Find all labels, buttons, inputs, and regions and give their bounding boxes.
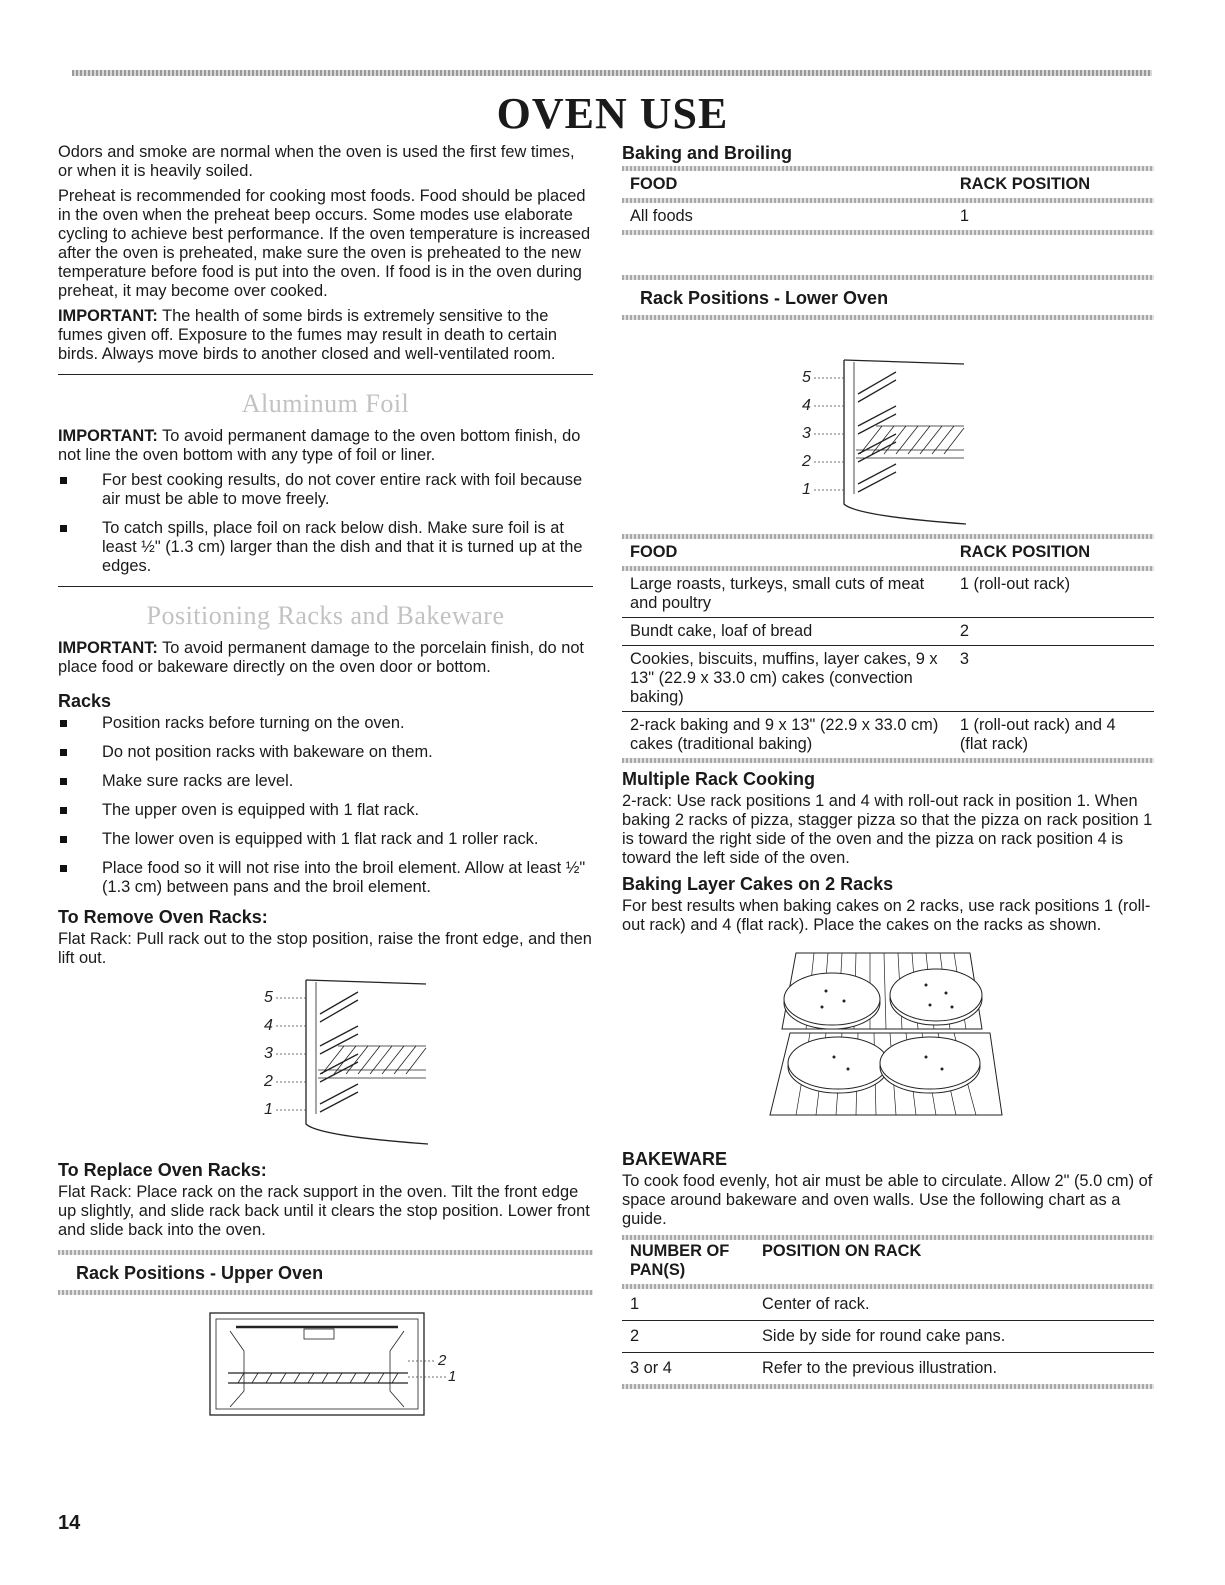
porcelain-warning: IMPORTANT: To avoid permanent damage to the porcelain finish, do not place food or bakeware directly on the oven door or bottom. — [58, 639, 584, 676]
lower-oven-rack-illustration — [796, 354, 996, 526]
table-row — [622, 203, 1154, 230]
table-cell: 1 (roll-out rack) and 4 (flat rack) — [959, 716, 1116, 753]
page-title: OVEN USE — [496, 89, 729, 138]
rack-number-label: 5 — [802, 369, 811, 386]
hatch-rule — [622, 758, 1154, 763]
table-row — [622, 646, 1154, 712]
table-header-row — [622, 1240, 1154, 1284]
hatch-rule — [58, 1290, 593, 1295]
table-header: FOOD — [630, 175, 678, 193]
table-cell: Cookies, biscuits, muffins, layer cakes, 9 x 13" (22.9 x 33.0 cm) cakes (convection baking) — [622, 646, 952, 712]
bakeware-text: To cook food evenly, hot air must be able to circulate. Allow 2" (5.0 cm) of space around bakeware and oven walls. Use the following chart as a guide. — [622, 1172, 1153, 1228]
list-item: To catch spills, place foil on rack below dish. Make sure foil is at least ½" (1.3 cm) larger than the dish and that it is turned up at the edges. — [58, 519, 593, 576]
table-header: RACK POSITION — [959, 543, 1091, 561]
bakeware-heading: BAKEWARE — [622, 1149, 728, 1169]
foil-list — [58, 471, 593, 576]
list-item: Place food so it will not rise into the broil element. Allow at least ½" (1.3 cm) between pans and the broil element. — [58, 859, 593, 897]
table-row — [622, 1321, 1154, 1353]
list-item: Position racks before turning on the oven. — [58, 714, 593, 733]
rack-number-label: 1 — [264, 1101, 273, 1118]
table-row — [622, 1289, 1154, 1321]
racks-list — [58, 714, 593, 897]
left-column — [58, 143, 593, 1419]
rack-number-label: 2 — [438, 1352, 447, 1369]
rack-positions-illustration — [258, 974, 458, 1146]
top-rule — [72, 70, 1152, 76]
foil-warning: IMPORTANT: To avoid permanent damage to the oven bottom finish, do not line the oven bottom with any type of foil or liner. — [58, 427, 581, 464]
baking-broiling-heading: Baking and Broiling — [622, 143, 793, 163]
upper-oven-illustration — [208, 1311, 468, 1419]
table-row — [622, 618, 1154, 646]
right-column — [622, 143, 1154, 1389]
multi-rack-heading: Multiple Rack Cooking — [622, 769, 816, 789]
list-item: Do not position racks with bakeware on them. — [58, 743, 593, 762]
table-header-row — [622, 171, 1154, 198]
table-cell: All foods — [630, 207, 693, 225]
racks-section-title: Positioning Racks and Bakeware — [146, 601, 505, 630]
remove-racks-heading: To Remove Oven Racks: — [58, 907, 268, 927]
rack-number-label: 4 — [264, 1017, 273, 1034]
hatch-rule — [622, 230, 1154, 235]
birds-warning: IMPORTANT: The health of some birds is extremely sensitive to the fumes given off. Exposure to the fumes may result in death to certain birds. Always move birds to another closed and well-ventilated room. — [58, 307, 557, 363]
bakeware-table — [622, 1240, 1154, 1284]
remove-racks-text: Flat Rack: Pull rack out to the stop position, raise the front edge, and then lift out. — [58, 930, 592, 967]
table-header: NUMBER OF PAN(S) — [630, 1242, 730, 1279]
rack-number-label: 1 — [802, 481, 811, 498]
hatch-rule — [622, 1384, 1154, 1389]
list-item: For best cooking results, do not cover entire rack with foil because air must be able to move freely. — [58, 471, 593, 509]
rack-number-label: 2 — [264, 1073, 273, 1090]
section-divider — [58, 374, 593, 375]
upper-oven-heading: Rack Positions - Upper Oven — [76, 1263, 324, 1283]
table-cell: 1 — [622, 1289, 754, 1321]
table-cell: 2 — [952, 618, 1154, 646]
layer-cakes-heading: Baking Layer Cakes on 2 Racks — [622, 874, 894, 894]
rack-number-label: 1 — [448, 1368, 457, 1385]
intro-paragraph-2: Preheat is recommended for cooking most foods. Food should be placed in the oven when the preheat beep occurs. Some modes use elaborate cycling to achieve best performance. If the oven temperature is increased after the oven is preheated, make sure the oven is preheated to the new temperature before food is put into the oven. If food is in the oven during preheat, it may become over cooked. — [58, 187, 591, 300]
rack-number-label: 3 — [802, 425, 811, 442]
table-cell: 1 (roll-out rack) — [952, 571, 1154, 618]
replace-racks-text: Flat Rack: Place rack on the rack support in the oven. Tilt the front edge up slightly, and slide rack back until it clears the stop position. Lower front and slide back into the oven. — [58, 1183, 590, 1239]
bakeware-table-body — [622, 1289, 1154, 1384]
baking-broiling-table-body — [622, 203, 1154, 230]
replace-racks-heading: To Replace Oven Racks: — [58, 1160, 267, 1180]
table-cell: Center of rack. — [754, 1289, 1154, 1321]
lower-oven-heading: Rack Positions - Lower Oven — [640, 288, 889, 308]
table-cell: Bundt cake, loaf of bread — [622, 618, 952, 646]
table-header: RACK POSITION — [959, 175, 1091, 193]
multi-rack-text: 2-rack: Use rack positions 1 and 4 with roll-out rack in position 1. When baking 2 racks of pizza, stagger pizza so that the pizza on rack position 1 is toward the right side of the oven and the pizza on rack position 4 is toward the left side of the oven. — [622, 792, 1153, 867]
table-row — [622, 571, 1154, 618]
table-row — [622, 1353, 1154, 1385]
list-item: The lower oven is equipped with 1 flat rack and 1 roller rack. — [58, 830, 593, 849]
table-cell: 2-rack baking and 9 x 13" (22.9 x 33.0 cm) cakes (traditional baking) — [630, 716, 939, 753]
table-row — [622, 712, 1154, 759]
table-cell: Side by side for round cake pans. — [754, 1321, 1154, 1353]
rack-number-label: 2 — [802, 453, 811, 470]
page-number: 14 — [58, 1512, 81, 1534]
table-cell: Refer to the previous illustration. — [762, 1359, 998, 1377]
table-header-row — [622, 539, 1154, 566]
baking-broiling-table — [622, 171, 1154, 198]
hatch-rule — [622, 315, 1154, 320]
layer-cakes-text: For best results when baking cakes on 2 racks, use rack positions 1 (roll-out rack) and 4 (flat rack). Place the cakes on the racks as shown. — [622, 897, 1151, 934]
lower-oven-table — [622, 539, 1154, 566]
foil-section-title: Aluminum Foil — [241, 389, 410, 418]
lower-oven-table-body — [622, 571, 1154, 758]
list-item: The upper oven is equipped with 1 flat rack. — [58, 801, 593, 820]
rack-number-label: 3 — [264, 1045, 273, 1062]
racks-heading: Racks — [58, 691, 112, 711]
intro-paragraph-1: Odors and smoke are normal when the oven is used the first few times, or when it is heavily soiled. — [58, 143, 575, 180]
table-cell: 3 — [952, 646, 1154, 712]
table-cell: 2 — [622, 1321, 754, 1353]
section-divider — [58, 586, 593, 587]
table-cell: 1 — [959, 207, 969, 225]
rack-number-label: 4 — [802, 397, 811, 414]
layer-cakes-illustration — [766, 949, 1006, 1119]
list-item: Make sure racks are level. — [58, 772, 593, 791]
rack-number-label: 5 — [264, 989, 273, 1006]
table-header: FOOD — [630, 543, 678, 561]
table-cell: Large roasts, turkeys, small cuts of meat and poultry — [622, 571, 952, 618]
table-header: POSITION ON RACK — [762, 1242, 922, 1260]
table-cell: 3 or 4 — [630, 1359, 672, 1377]
